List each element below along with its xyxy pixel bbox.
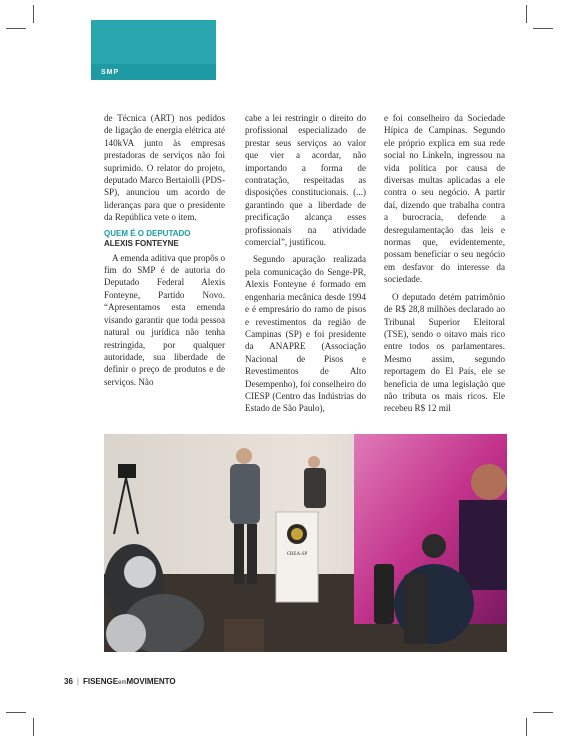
publication-name-right: MOVIMENTO: [126, 677, 176, 686]
footer-separator: |: [76, 677, 79, 686]
text-column-2: [245, 112, 366, 420]
event-photo: [104, 434, 507, 652]
paragraph: Segundo apuração realizada pela comunicação do Senge-PR, Alexis Fonteyne é formado em engenharia mecânica desde 1994 e é empresário do ramo de pisos e revestimentos da região de Campinas (SP) e foi presidente da ANAPRE (Associação Nacional de Pisos e Revestimentos de Alto Desempenho), foi conselheiro do CIESP (Centro das Indústrias do Estado de São Paulo),: [245, 254, 366, 414]
text-column-3: [384, 112, 505, 420]
publication-name-left: FISENGE: [82, 677, 119, 686]
text-column-1: [104, 112, 225, 393]
paragraph: A emenda aditiva que propôs o fim do SMP é de autoria do Deputado Federal Alexis Fonteyne, Partido Novo. “Apresentamos esta emenda visando garantir que toda pessoa natural ou jurídica não tenha restringida, por qualquer autoridade, sua liberdade de definir o preço de produtos e de serviços. Não: [104, 252, 225, 387]
podium-logo-text: CREA-SP: [286, 552, 308, 557]
publication-name-mid: em: [118, 680, 127, 686]
crop-mark: [526, 718, 527, 736]
paragraph: e foi conselheiro da Sociedade Hípica de Campinas. Segundo ele próprio explica em sua rede social no LinkeIn, ingressou na vida política por causa de diversas multas aplicadas a ele contra o seu negócio. A partir daí, dizendo que trabalha contra a burocracia, defende a desregulamentação das leis e normas que, evidentemente, possam beneficiar o seu negócio em desfavor do interesse da sociedade.: [384, 113, 505, 285]
crop-mark: [6, 28, 26, 29]
crop-mark: [533, 712, 553, 713]
paragraph: cabe a lei restringir o direito do profissional especializado de prestar seus serviços ao valor que vier a acordar, não importando a forma de contratação, respeitadas as disposições constitucionais. (...) garantindo que a liberdade de precificação alcança esses profissionais na atividade comercial”, justificou.: [245, 113, 366, 248]
subheading-kicker: QUEM É O DEPUTADO: [104, 228, 191, 238]
paragraph: O deputado detém patrimônio de R$ 28,8 milhões declarado ao Tribunal Superior Eleitoral (TSE), sendo o oitavo mais rico entre todos os parlamentares. Mesmo assim, segundo reportagem do El País, ele se beneficia de uma legislação que não tributa os mais ricos. Ele recebeu R$ 12 mil: [384, 291, 505, 414]
crop-mark: [533, 28, 553, 29]
subheading-name: ALEXIS FONTEYNE: [104, 238, 179, 248]
page-number: 36: [64, 677, 73, 686]
paragraph: de Técnica (ART) nos pedidos de ligação de energia elétrica até 140kVA junto às empresas prestadoras de serviços não foi suprimido. O relator do projeto, deputado Marco Bertaiolli (PDS-SP), anunciou um acordo de lideranças para que o presidente da República vete o item.: [104, 113, 225, 223]
subheading: [104, 229, 225, 249]
section-label: SMP: [101, 69, 120, 76]
crop-mark: [33, 5, 34, 23]
chair: [224, 619, 264, 652]
page-footer: [64, 677, 176, 686]
crop-mark: [6, 712, 26, 713]
section-header: [91, 20, 216, 80]
crop-mark: [33, 718, 34, 736]
crop-mark: [526, 5, 527, 23]
podium: [276, 512, 318, 602]
